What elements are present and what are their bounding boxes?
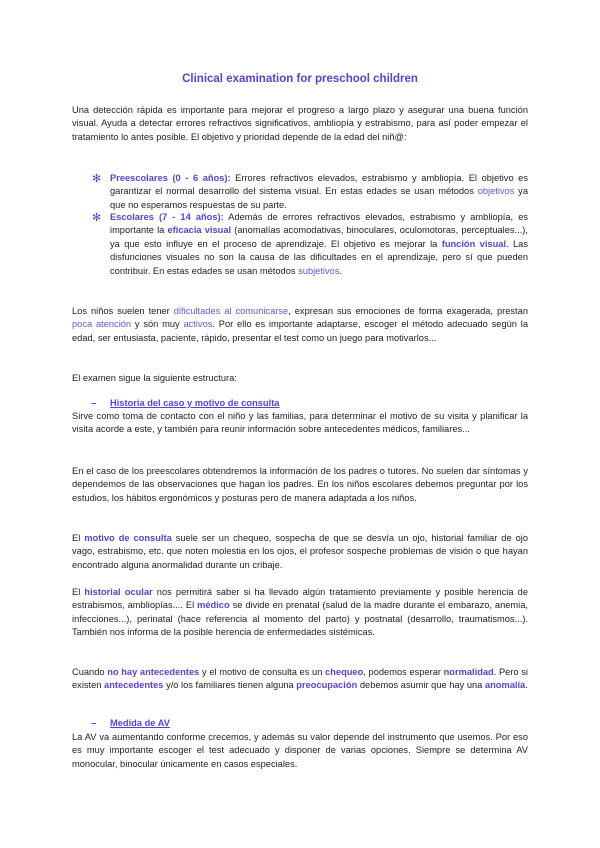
paragraph-historia-2: En el caso de los preescolares obtendremos la información de los padres o tutores. No suelen dar síntomas y dependemos de las observaciones que hagan los padres. En los niños escolares debemos preguntar por los estudios, los hábitos ergonómicos y posturas pero de manera adaptada a los niños. — [72, 466, 528, 503]
dash-bullet: – — [91, 718, 97, 728]
dash-bullet: – — [91, 398, 97, 408]
highlight-term: eficacia visual — [167, 225, 232, 236]
highlight-term: antecedentes — [104, 680, 164, 691]
paragraph-ninos: Los niños suelen tener dificultades al comunicarse, expresan sus emociones de forma exagerada, prestan poca atención y són muy activos. Por ello es importante adaptarse, escoger el método adecuado según la edad, ser entusiasta, paciente, rápido, presentar el test como un juego para motivarlos... — [72, 306, 528, 343]
paragraph-motivo: El motivo de consulta suele ser un chequeo, sospecha de que se desvía un ojo, historial familiar de ojo vago, estrabismo, etc. que noten molestia en los ojos, el profesor sospeche problemas de visión o que hayan encontrado alguna anormalidad durante un cribaje. — [72, 533, 528, 570]
highlight-term: función visual — [441, 238, 507, 249]
asterisk-bullet-icon: ✻ — [92, 212, 102, 224]
section-heading-historia: Historia del caso y motivo de consulta — [110, 398, 280, 408]
paragraph-historial: El historial ocular nos permitirá saber si ha llevado algún tratamiento previamente y posible herencia de estrabismos, ambliopías.... El médico se divide en prenatal (salud de la madre durante el embarazo, anemia, infecciones...), perinatal (hace referencia al momento del parto) y postnatal (desarrollo, traumatismos...). También nos informa de la posible herencia de enfermedades sistémicas. — [72, 587, 528, 638]
paragraph-antecedentes: Cuando no hay antecedentes y el motivo de consulta es un chequeo, podemos esperar normalidad. Pero si existen antecedentes y/o los familiares tienen alguna preocupación debemos asumir que hay una anomalía. — [72, 667, 528, 691]
highlight-term: médico — [197, 600, 230, 611]
highlight-term: poca atención — [72, 319, 132, 330]
asterisk-bullet-icon: ✻ — [92, 173, 102, 185]
highlight-term: activos — [183, 319, 213, 330]
bullet-label: Escolares (7 - 14 años): — [110, 212, 224, 222]
highlight-term: no hay antecedentes — [107, 667, 200, 677]
highlight-term: objetivos — [477, 186, 515, 197]
bullet-escolares: Escolares (7 - 14 años): Además de errores refractivos elevados, estrabismo y ambliopía, es importante la eficacia visual (anomalías acomodativas, binoculares, oculomotoras, perceptuales...), ya que esto influye en el proceso de aprendizaje. El objetivo es mejorar la función visual. Las disfunciones visuales no son la causa de las dificultades en el aprendizaje, pero sí que pueden contribuir. En estas edades se usan métodos subjetivos. — [110, 212, 529, 276]
highlight-term: dificultades al comunicarse — [173, 306, 289, 316]
highlight-term: motivo de consulta — [84, 533, 172, 543]
bullet-label: Preescolares (0 - 6 años): — [110, 173, 231, 183]
highlight-term: historial ocular — [84, 587, 153, 597]
intro-paragraph: Una detección rápida es importante para mejorar el progreso a largo plazo y asegurar una buena función visual. Ayuda a detectar errores refractivos significativos, ambliopía y estrabismo, para así poder empezar el tratamiento lo antes posible. El objetivo y prioridad depende de la edad del niñ@: — [72, 105, 528, 142]
bullet-preescolares: Preescolares (0 - 6 años): Errores refractivos elevados, estrabismo y ambliopía. El objetivo es garantizar el normal desarrollo del sistema visual. En estas edades se usan métodos objetivos ya que no esperamos respuestas de su parte. — [110, 173, 529, 210]
page-title: Clinical examination for preschool children — [182, 73, 418, 85]
highlight-term: anomalía — [484, 680, 526, 691]
paragraph-estructura: El examen sigue la siguiente estructura: — [72, 373, 237, 383]
highlight-term: preocupación — [296, 680, 358, 691]
highlight-term: chequeo — [325, 667, 364, 677]
paragraph-historia-1: Sirve como toma de contacto con el niño y las familias, para determinar el motivo de su visita y planificar la visita acorde a este, y también para reunir información sobre antecedentes médicos, familiares... — [72, 411, 528, 435]
section-heading-av: Medida de AV — [110, 718, 170, 728]
highlight-term: subjetivos — [298, 265, 340, 276]
highlight-term: normalidad — [443, 667, 494, 677]
paragraph-av: La AV va aumentando conforme crecemos, y además su valor depende del instrumento que usemos. Por eso es muy importante escoger el test adecuado y disponer de varias opciones. Siempre se determina AV monocular, binocular únicamente en casos especiales. — [72, 732, 528, 769]
